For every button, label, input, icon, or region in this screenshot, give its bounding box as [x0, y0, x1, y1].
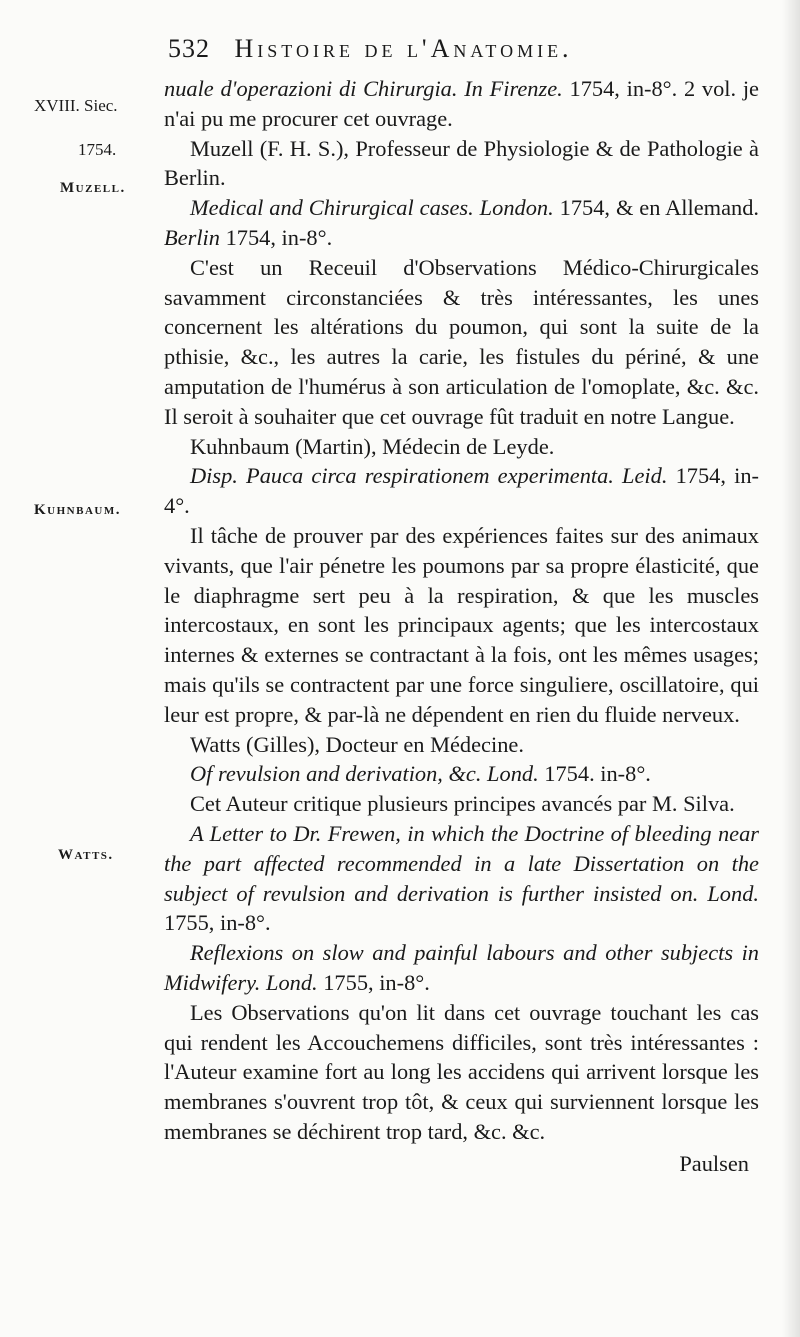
- paragraph-12-italic: Reflexions on slow and painful labours and other subjects in Midwifery. Lond.: [164, 940, 759, 995]
- paragraph-7: Il tâche de prouver par des expériences faites sur des animaux vivants, que l'air pénetre les poumons par sa propre élasticité, que le diaphragme sert peu à la respiration, & que les muscles intercostaux, en sont les principaux agents; que les intercostaux internes & externes se contractant à la fois, ont les mêmes usages; mais qu'ils se contractent par une force singuliere, oscillatoire, qui leur est propre, & par-là ne dépendent en rien du fluide nerveux.: [164, 522, 759, 727]
- margin-note-century: XVIII. Siec.: [34, 96, 118, 115]
- paragraph-9-italic: Of revulsion and derivation, &c. Lond.: [190, 761, 539, 787]
- page-body: [164, 74, 759, 1178]
- paragraph-3-italic-1: Medical and Chirurgical cases. London.: [190, 195, 554, 221]
- margin-note-kuhnbaum: Kuhnbaum.: [34, 502, 121, 518]
- paragraph-8: Watts (Gilles), Docteur en Médecine.: [190, 731, 524, 757]
- paragraph-9-text: 1754. in-8°.: [538, 761, 651, 787]
- paragraph-6-text: 1754, in-4°.: [164, 463, 759, 519]
- paragraph-1-italic: nuale d'operazioni di Chirurgia. In Firenze.: [164, 76, 563, 101]
- paragraph-11: [164, 819, 759, 938]
- paragraph-9: [164, 759, 759, 789]
- paragraph-3: [164, 193, 759, 253]
- running-title: Histoire de l'Anatomie.: [234, 34, 573, 63]
- paragraph-11-text: 1755, in-8°.: [164, 910, 271, 936]
- paragraph-12: [164, 938, 759, 998]
- paragraph-12-text: 1755, in-8°.: [317, 969, 430, 995]
- paragraph-13: Les Observations qu'on lit dans cet ouvrage touchant les cas qui rendent les Accouchemens difficiles, sont très intéressantes : l'Auteur examine fort au long les accidens qui arrivent lorsque les membranes s'ouvrent trop tôt, & ceux qui surviennent lorsque les membranes se déchirent trop tard, &c. &c.: [164, 999, 759, 1144]
- paragraph-6-italic: Disp. Pauca circa respirationem experimenta. Leid.: [190, 463, 668, 489]
- paragraph-3-italic-2: Berlin: [164, 224, 220, 250]
- paragraph-3-text-2: 1754, in-8°.: [219, 224, 333, 250]
- paragraph-11-italic: A Letter to Dr. Frewen, in which the Doctrine of bleeding near the part affected recommended in a late Dissertation on the subject of revulsion and derivation is further insisted on. Lond.: [164, 820, 759, 906]
- margin-note-muzell: Muzell.: [60, 180, 126, 196]
- paragraph-1-text: 1754, in-8°. 2 vol. je n'ai pu me procurer cet ouvrage.: [164, 76, 759, 131]
- catchword: Paulsen: [679, 1150, 749, 1176]
- paragraph-10: Cet Auteur critique plusieurs principes avancés par M. Silva.: [190, 791, 735, 817]
- paragraph-6: [164, 461, 759, 521]
- running-header: [168, 34, 573, 64]
- paragraph-1: [164, 74, 759, 134]
- page-edge-shadow: [782, 0, 800, 1337]
- margin-note-watts: Watts.: [58, 847, 114, 863]
- paragraph-3-text-1: 1754, & en Allemand.: [553, 195, 759, 221]
- paragraph-2: Muzell (F. H. S.), Professeur de Physiologie & de Pathologie à Berlin.: [164, 135, 759, 191]
- margin-note-year: 1754.: [78, 140, 117, 159]
- paragraph-5: Kuhnbaum (Martin), Médecin de Leyde.: [190, 433, 555, 459]
- paragraph-4: C'est un Receuil d'Observations Médico-Chirurgicales savamment circonstanciées & très intéressantes, les unes concernent les altérations du poumon, qui sont la suite de la pthisie, &c., les autres la carie, les fistules du périné, & une amputation de l'humérus à son articulation de l'omoplate, &c. &c. Il seroit à souhaiter que cet ouvrage fût traduit en notre Langue.: [164, 254, 759, 429]
- page-number: 532: [168, 34, 210, 63]
